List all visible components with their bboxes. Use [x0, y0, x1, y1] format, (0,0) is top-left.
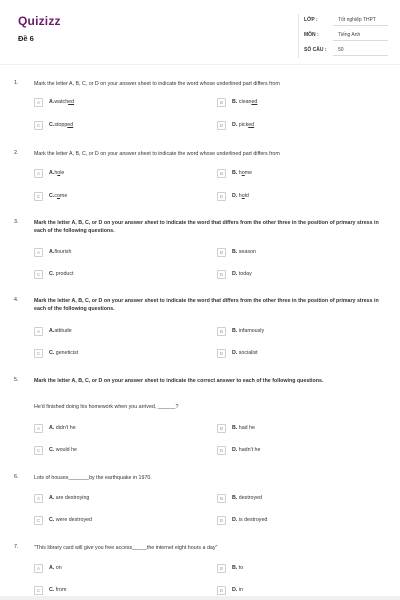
option-text: me [59, 193, 68, 199]
option-text: product [54, 271, 74, 277]
option-label: D. [232, 271, 238, 277]
option-label: B. [232, 328, 238, 334]
option-label: A. [49, 565, 55, 571]
option-label: D. [232, 587, 238, 593]
option-underlined: o [241, 193, 245, 199]
option-text: today [237, 271, 252, 277]
question-number: 3. [14, 219, 19, 225]
option-label: C. [49, 193, 55, 199]
option-letter-box: D [217, 121, 226, 130]
question-prompt: He'd finished doing his homework when you arrived, ______? [34, 404, 179, 410]
option-text: c [54, 193, 57, 199]
option-letter-box: C [34, 121, 43, 130]
option-underlined: o [241, 170, 245, 176]
option-text: destroyed [237, 495, 263, 501]
option-underlined: ed [248, 122, 255, 128]
option-letter-box: D [217, 270, 226, 279]
option-text: infamously [237, 328, 265, 334]
option-text: me [244, 170, 253, 176]
option-underlined: ed [67, 122, 74, 128]
option-label: C. [49, 271, 55, 277]
info-underline [333, 25, 388, 26]
option-letter-box: A [34, 248, 43, 257]
option-label: A. [49, 249, 55, 255]
option-letter-box: C [34, 349, 43, 358]
option-text: didn't he [54, 425, 76, 431]
option-text: pick [238, 122, 249, 128]
option-label: B. [232, 495, 238, 501]
option-label: D. [232, 447, 238, 453]
option-label: B. [232, 425, 238, 431]
option-letter-box: D [217, 446, 226, 455]
option-label: D. [232, 122, 238, 128]
option-letter-box: A [34, 424, 43, 433]
option-letter-box: B [217, 564, 226, 573]
info-value: Tiếng Anh [338, 32, 361, 38]
option-underlined: o [56, 193, 60, 199]
option-label: C. [49, 517, 55, 523]
option-text: h [238, 193, 242, 199]
option-label: C. [49, 447, 55, 453]
question-number: 6. [14, 474, 19, 480]
option-text: would he [54, 447, 77, 453]
option-letter-box: B [217, 248, 226, 257]
option-letter-box: B [217, 98, 226, 107]
option-label: B. [232, 170, 238, 176]
option-label: A. [49, 425, 55, 431]
option-label: A. [49, 328, 55, 334]
option-text: is destroyed [237, 517, 268, 523]
question-text: Mark the letter A, B, C, or D on your answer sheet to indicate the word that differs from the other three in the position of primary stress in each of the following questions. [34, 298, 379, 312]
option-text: stopp [54, 122, 68, 128]
option-text: to [237, 565, 244, 571]
question-text: Lots of houses_______by the earthquake in 1970. [34, 475, 152, 481]
option-letter-box: C [34, 586, 43, 595]
option-text: on [54, 565, 62, 571]
option-text: geneticist [54, 350, 79, 356]
option-label: D. [232, 350, 238, 356]
option-label: D. [232, 193, 238, 199]
option-letter-box: D [217, 349, 226, 358]
question-number: 2. [14, 150, 19, 156]
info-label: SỐ CÂU : [304, 47, 327, 53]
option-letter-box: A [34, 494, 43, 503]
option-text: in [237, 587, 243, 593]
question-text: Mark the letter A, B, C, or D on your answer sheet to indicate the word that differs from the other three in the position of primary stress in each of the following questions. [34, 220, 379, 234]
question-text: Mark the letter A, B, C, or D on your answer sheet to indicate the word whose underlined part differs from [34, 151, 280, 157]
option-text: hadn't he [237, 447, 261, 453]
option-text: are destroying [54, 495, 90, 501]
info-label: LỚP : [304, 17, 318, 23]
info-value: Tốt nghiệp THPT [338, 17, 376, 23]
option-text: were destroyed [54, 517, 92, 523]
option-label: B. [232, 249, 238, 255]
option-underlined: ed [251, 99, 258, 105]
option-label: B. [232, 99, 238, 105]
option-letter-box: D [217, 516, 226, 525]
option-letter-box: B [217, 169, 226, 178]
option-letter-box: A [34, 98, 43, 107]
option-letter-box: B [217, 494, 226, 503]
option-text: le [60, 170, 65, 176]
option-letter-box: A [34, 564, 43, 573]
question-number: 1. [14, 80, 19, 86]
page-bottom-edge [0, 596, 400, 600]
worksheet-header [0, 0, 400, 66]
worksheet-title: Đề 6 [18, 34, 34, 43]
info-value: 50 [338, 47, 344, 53]
option-label: D. [232, 517, 238, 523]
option-text: clean [238, 99, 252, 105]
info-underline [333, 55, 388, 56]
option-letter-box: D [217, 586, 226, 595]
option-text: season [237, 249, 256, 255]
option-text: from [54, 587, 67, 593]
option-text: had he [237, 425, 255, 431]
question-text: Mark the letter A, B, C, or D on your answer sheet to indicate the word whose underlined part differs from [34, 81, 280, 87]
option-letter-box: C [34, 446, 43, 455]
option-text: attitude [54, 328, 72, 334]
option-letter-box: B [217, 424, 226, 433]
info-underline [333, 40, 388, 41]
option-text: h [54, 170, 58, 176]
option-letter-box: C [34, 270, 43, 279]
option-text: watch [54, 99, 69, 105]
question-number: 4. [14, 297, 19, 303]
option-underlined: o [57, 170, 61, 176]
option-letter-box: D [217, 192, 226, 201]
option-text: ld [244, 193, 249, 199]
quizizz-logo: Quizizz [18, 14, 61, 28]
option-label: C. [49, 587, 55, 593]
header-separator [0, 64, 400, 65]
option-text: socialist [237, 350, 258, 356]
header-divider [298, 14, 299, 58]
option-label: C. [49, 350, 55, 356]
info-label: MÔN : [304, 32, 319, 38]
option-text: h [238, 170, 242, 176]
option-letter-box: A [34, 327, 43, 336]
option-label: A. [49, 495, 55, 501]
option-letter-box: A [34, 169, 43, 178]
option-label: C. [49, 122, 55, 128]
question-number: 7. [14, 544, 19, 550]
option-label: A. [49, 170, 55, 176]
option-text: flourish [54, 249, 72, 255]
option-label: B. [232, 565, 238, 571]
option-letter-box: B [217, 327, 226, 336]
question-text: "This library card will give you free access_____the internet eight hours a day" [34, 545, 218, 551]
question-text: Mark the letter A, B, C, or D on your answer sheet to indicate the correct answer to each of the following questions. [34, 378, 324, 384]
question-number: 5. [14, 377, 19, 383]
option-label: A. [49, 99, 55, 105]
option-letter-box: C [34, 516, 43, 525]
option-letter-box: C [34, 192, 43, 201]
option-underlined: ed [68, 99, 75, 105]
